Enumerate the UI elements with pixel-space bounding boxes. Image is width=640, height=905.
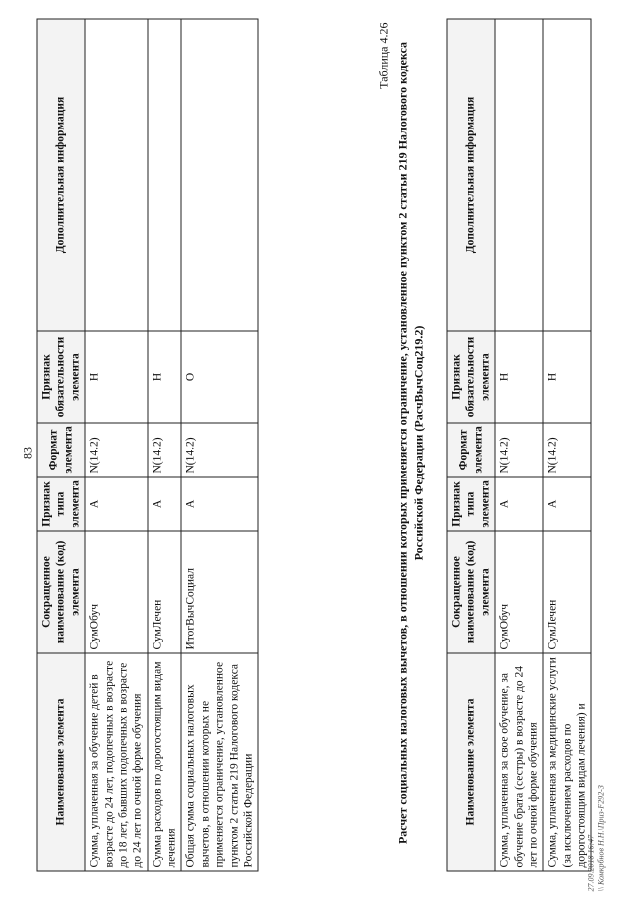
- cell-short-name: СумОбуч: [495, 531, 543, 653]
- header-format: Формат элемента: [447, 423, 495, 477]
- table-header-row: [447, 19, 495, 871]
- cell-format: N(14.2): [147, 423, 181, 477]
- header-name: Наименование элемента: [37, 653, 85, 871]
- print-stamp: [586, 785, 605, 891]
- cell-required: Н: [543, 331, 591, 423]
- cell-format: N(14.2): [543, 423, 591, 477]
- cell-short-name: СумЛечен: [543, 531, 591, 653]
- cell-name: Сумма, уплаченная за обучение детей в возрасте до 24 лет, подопечных в возрасте до 18 лет, бывших подопечных в возрасте до 24 лет по очной форме обучения: [85, 653, 148, 871]
- table-row: [495, 19, 543, 871]
- cell-type: А: [543, 477, 591, 531]
- header-type: Признак типа элемента: [447, 477, 495, 531]
- cell-format: N(14.2): [181, 423, 258, 477]
- cell-short-name: СумОбуч: [85, 531, 148, 653]
- header-info: Дополнительная информация: [37, 19, 85, 331]
- cell-name: Сумма расходов по дорогостоящим видам лечения: [147, 653, 181, 871]
- cell-type: А: [85, 477, 148, 531]
- cell-format: N(14.2): [495, 423, 543, 477]
- cell-info: [85, 19, 148, 331]
- cell-type: А: [181, 477, 258, 531]
- cell-type: А: [147, 477, 181, 531]
- header-format: Формат элемента: [37, 423, 85, 477]
- header-info: Дополнительная информация: [447, 19, 495, 331]
- header-required: Признак обязательности элемента: [37, 331, 85, 423]
- cell-name: Сумма, уплаченная за свое обучение, за обучение брата (сестры) в возрасте до 24 лет по очной форме обучения: [495, 653, 543, 871]
- cell-format: N(14.2): [85, 423, 148, 477]
- table-number: Таблица 4.26: [376, 22, 390, 89]
- table-row: [147, 19, 181, 871]
- cell-required: Н: [147, 331, 181, 423]
- table-row: [85, 19, 148, 871]
- header-short-name: Сокращенное наименование (код) элемента: [37, 531, 85, 653]
- table-title: Расчет социальных налоговых вычетов, в отношении которых применяется ограничение, установленное пунктом 2 статьи 219 Налогового кодекса Российской Федерации (РасчВычСоц219.2): [395, 41, 425, 844]
- cell-short-name: ИтогВычСоциал: [181, 531, 258, 653]
- cell-info: [495, 19, 543, 331]
- header-short-name: Сокращенное наименование (код) элемента: [447, 531, 495, 653]
- cell-short-name: СумЛечен: [147, 531, 181, 653]
- cell-name: Общая сумма социальных налоговых вычетов, в отношении которых не применяется ограничение, установленное пунктом 2 статьи 219 Налогового кодекса Российской Федерации: [181, 653, 258, 871]
- cell-info: [543, 19, 591, 331]
- table-row: [181, 19, 258, 871]
- cell-required: О: [181, 331, 258, 423]
- table-header-row: [37, 19, 85, 871]
- print-stamp-path: \\ Комкрбнов Н.Н.\Приз-F292-3: [595, 784, 605, 891]
- elements-table-top: [36, 18, 258, 871]
- header-type: Признак типа элемента: [37, 477, 85, 531]
- cell-required: Н: [85, 331, 148, 423]
- print-stamp-date: 27.09.2018 16:47: [586, 834, 595, 891]
- cell-info: [147, 19, 181, 331]
- elements-table-bottom: [446, 18, 591, 871]
- header-name: Наименование элемента: [447, 653, 495, 871]
- cell-name: Сумма, уплаченная за медицинские услуги (за исключением расходов по дорогостоящим видам лечения) и: [543, 653, 591, 871]
- page-number: 83: [20, 446, 34, 459]
- table-row: [543, 19, 591, 871]
- header-required: Признак обязательности элемента: [447, 331, 495, 423]
- cell-required: Н: [495, 331, 543, 423]
- cell-info: [181, 19, 258, 331]
- cell-type: А: [495, 477, 543, 531]
